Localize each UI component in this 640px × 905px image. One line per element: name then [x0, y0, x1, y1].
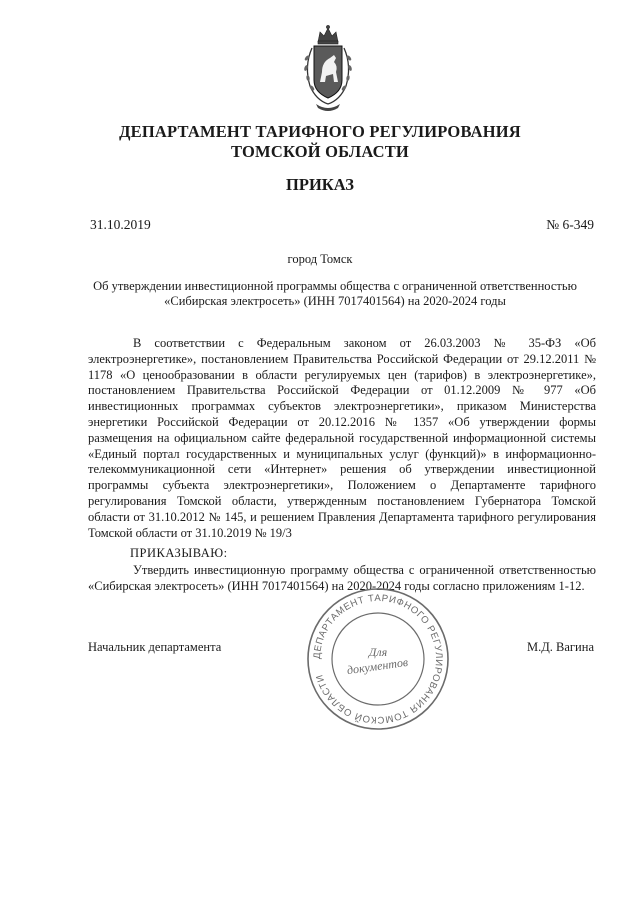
preamble-paragraph: В соответствии с Федеральным законом от 26.03.2003 № 35-ФЗ «Об электроэнергетике», постановлением Правительства Российской Федерации от 29.12.2011 № 1178 «О ценообразовании в области регулируемых цен (тарифов) в электроэнергетике», постановлением Правительства Российской Федерации от 01.12.2009 № 977 «Об инвестиционных программах субъектов электроэнергетики», приказом Министерства энергетики Российской Федерации от 20.12.2016 № 1357 «Об утверждении формы размещения на официальном сайте федеральной государственной информационной системы «Единый портал государственных и муниципальных услуг (функций)» в информационно-телекоммуникационной сети «Интернет» решения об утверждении инвестиционной программы субъекта электроэнергетики», Положением о Департаменте тарифного регулирования Томской области, утвержденным постановлением Губернатора Томской области от 31.10.2012 № 145, и решением Правления Департамента тарифного регулирования Томской области от 31.10.2019 № 19/3: [88, 336, 596, 540]
decree-paragraph: Утвердить инвестиционную программу общества с ограниченной ответственностью «Сибирская электросеть» (ИНН 7017401564) на 2020-2024 годы согласно приложениям 1-12.: [88, 563, 596, 593]
stamp-ring-text: ДЕПАРТАМЕНТ ТАРИФНОГО РЕГУЛИРОВАНИЯ ТОМСКОЙ ОБЛАСТИ: [311, 592, 445, 726]
order-city: город Томск: [287, 252, 353, 266]
department-header: [60, 122, 580, 162]
order-date: 31.10.2019: [90, 217, 151, 232]
department-name-line2: ТОМСКОЙ ОБЛАСТИ: [231, 142, 409, 161]
department-name-line1: ДЕПАРТАМЕНТ ТАРИФНОГО РЕГУЛИРОВАНИЯ: [119, 122, 521, 141]
order-subject-line1: Об утверждении инвестиционной программы общества с ограниченной ответственностью: [93, 279, 577, 293]
coat-of-arms-emblem: [296, 22, 360, 116]
order-subject-line2: «Сибирская электросеть» (ИНН 7017401564) на 2020-2024 годы: [164, 294, 506, 308]
order-subject: [80, 279, 590, 309]
order-number: № 6-349: [546, 217, 594, 232]
official-stamp: [305, 586, 451, 732]
decree-heading: ПРИКАЗЫВАЮ:: [130, 546, 228, 560]
signatory-position: Начальник департамента: [88, 640, 222, 654]
stamp-center-line1: Для: [368, 645, 388, 659]
signatory-name: М.Д. Вагина: [527, 640, 594, 654]
document-title: ПРИКАЗ: [286, 175, 354, 194]
stamp-center-line2: документов: [346, 654, 409, 678]
